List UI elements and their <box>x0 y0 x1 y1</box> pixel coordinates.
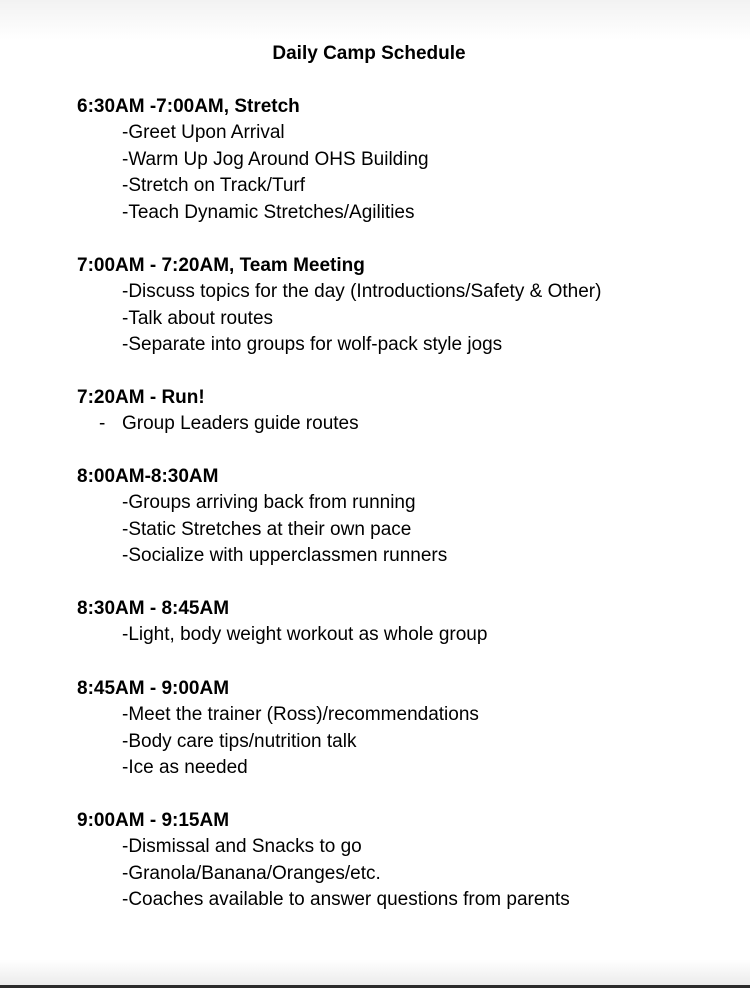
list-item: -Stretch on Track/Turf <box>122 175 306 196</box>
list-item: -Granola/Banana/Oranges/etc. <box>122 862 381 884</box>
section-heading: 6:30AM -7:00AM, Stretch <box>77 96 300 117</box>
section-heading: 8:30AM - 8:45AM <box>77 598 230 619</box>
list-item: -Greet Upon Arrival <box>122 122 285 143</box>
schedule-section-stretch <box>77 94 429 226</box>
list-item: -Ice as needed <box>122 757 248 778</box>
schedule-section-9am <box>77 808 570 914</box>
list-item: -Groups arriving back from running <box>122 492 416 513</box>
list-item: -Teach Dynamic Stretches/Agilities <box>122 201 415 223</box>
list-item: -Warm Up Jog Around OHS Building <box>122 148 429 170</box>
list-item: -Light, body weight workout as whole group <box>122 624 488 645</box>
bullet-list-item <box>77 411 359 437</box>
list-item: -Socialize with upperclassmen runners <box>122 545 448 566</box>
list-item: -Separate into groups for wolf-pack style jogs <box>122 334 503 355</box>
schedule-section-845am <box>77 676 479 782</box>
schedule-section-830am <box>77 596 487 649</box>
schedule-section-team-meeting <box>77 253 601 359</box>
list-item: -Coaches available to answer questions from parents <box>122 889 570 910</box>
list-item: -Discuss topics for the day (Introductions/Safety & Other) <box>122 281 602 302</box>
list-item: -Dismissal and Snacks to go <box>122 836 362 857</box>
list-item-text: Group Leaders guide routes <box>122 413 359 434</box>
section-heading: 7:00AM - 7:20AM, Team Meeting <box>77 255 365 276</box>
section-heading: 8:00AM-8:30AM <box>77 466 219 487</box>
section-heading: 8:45AM - 9:00AM <box>77 678 230 699</box>
bullet-dash: - <box>99 413 106 434</box>
list-item: -Meet the trainer (Ross)/recommendations <box>122 704 479 725</box>
list-item: -Body care tips/nutrition talk <box>122 730 357 752</box>
list-item: -Talk about routes <box>122 307 274 329</box>
schedule-section-8am <box>77 464 447 570</box>
list-item: -Static Stretches at their own pace <box>122 518 412 540</box>
schedule-section-run <box>77 385 359 437</box>
section-heading: 9:00AM - 9:15AM <box>77 810 230 831</box>
section-heading: 7:20AM - Run! <box>77 387 205 408</box>
document-title: Daily Camp Schedule <box>272 43 466 64</box>
